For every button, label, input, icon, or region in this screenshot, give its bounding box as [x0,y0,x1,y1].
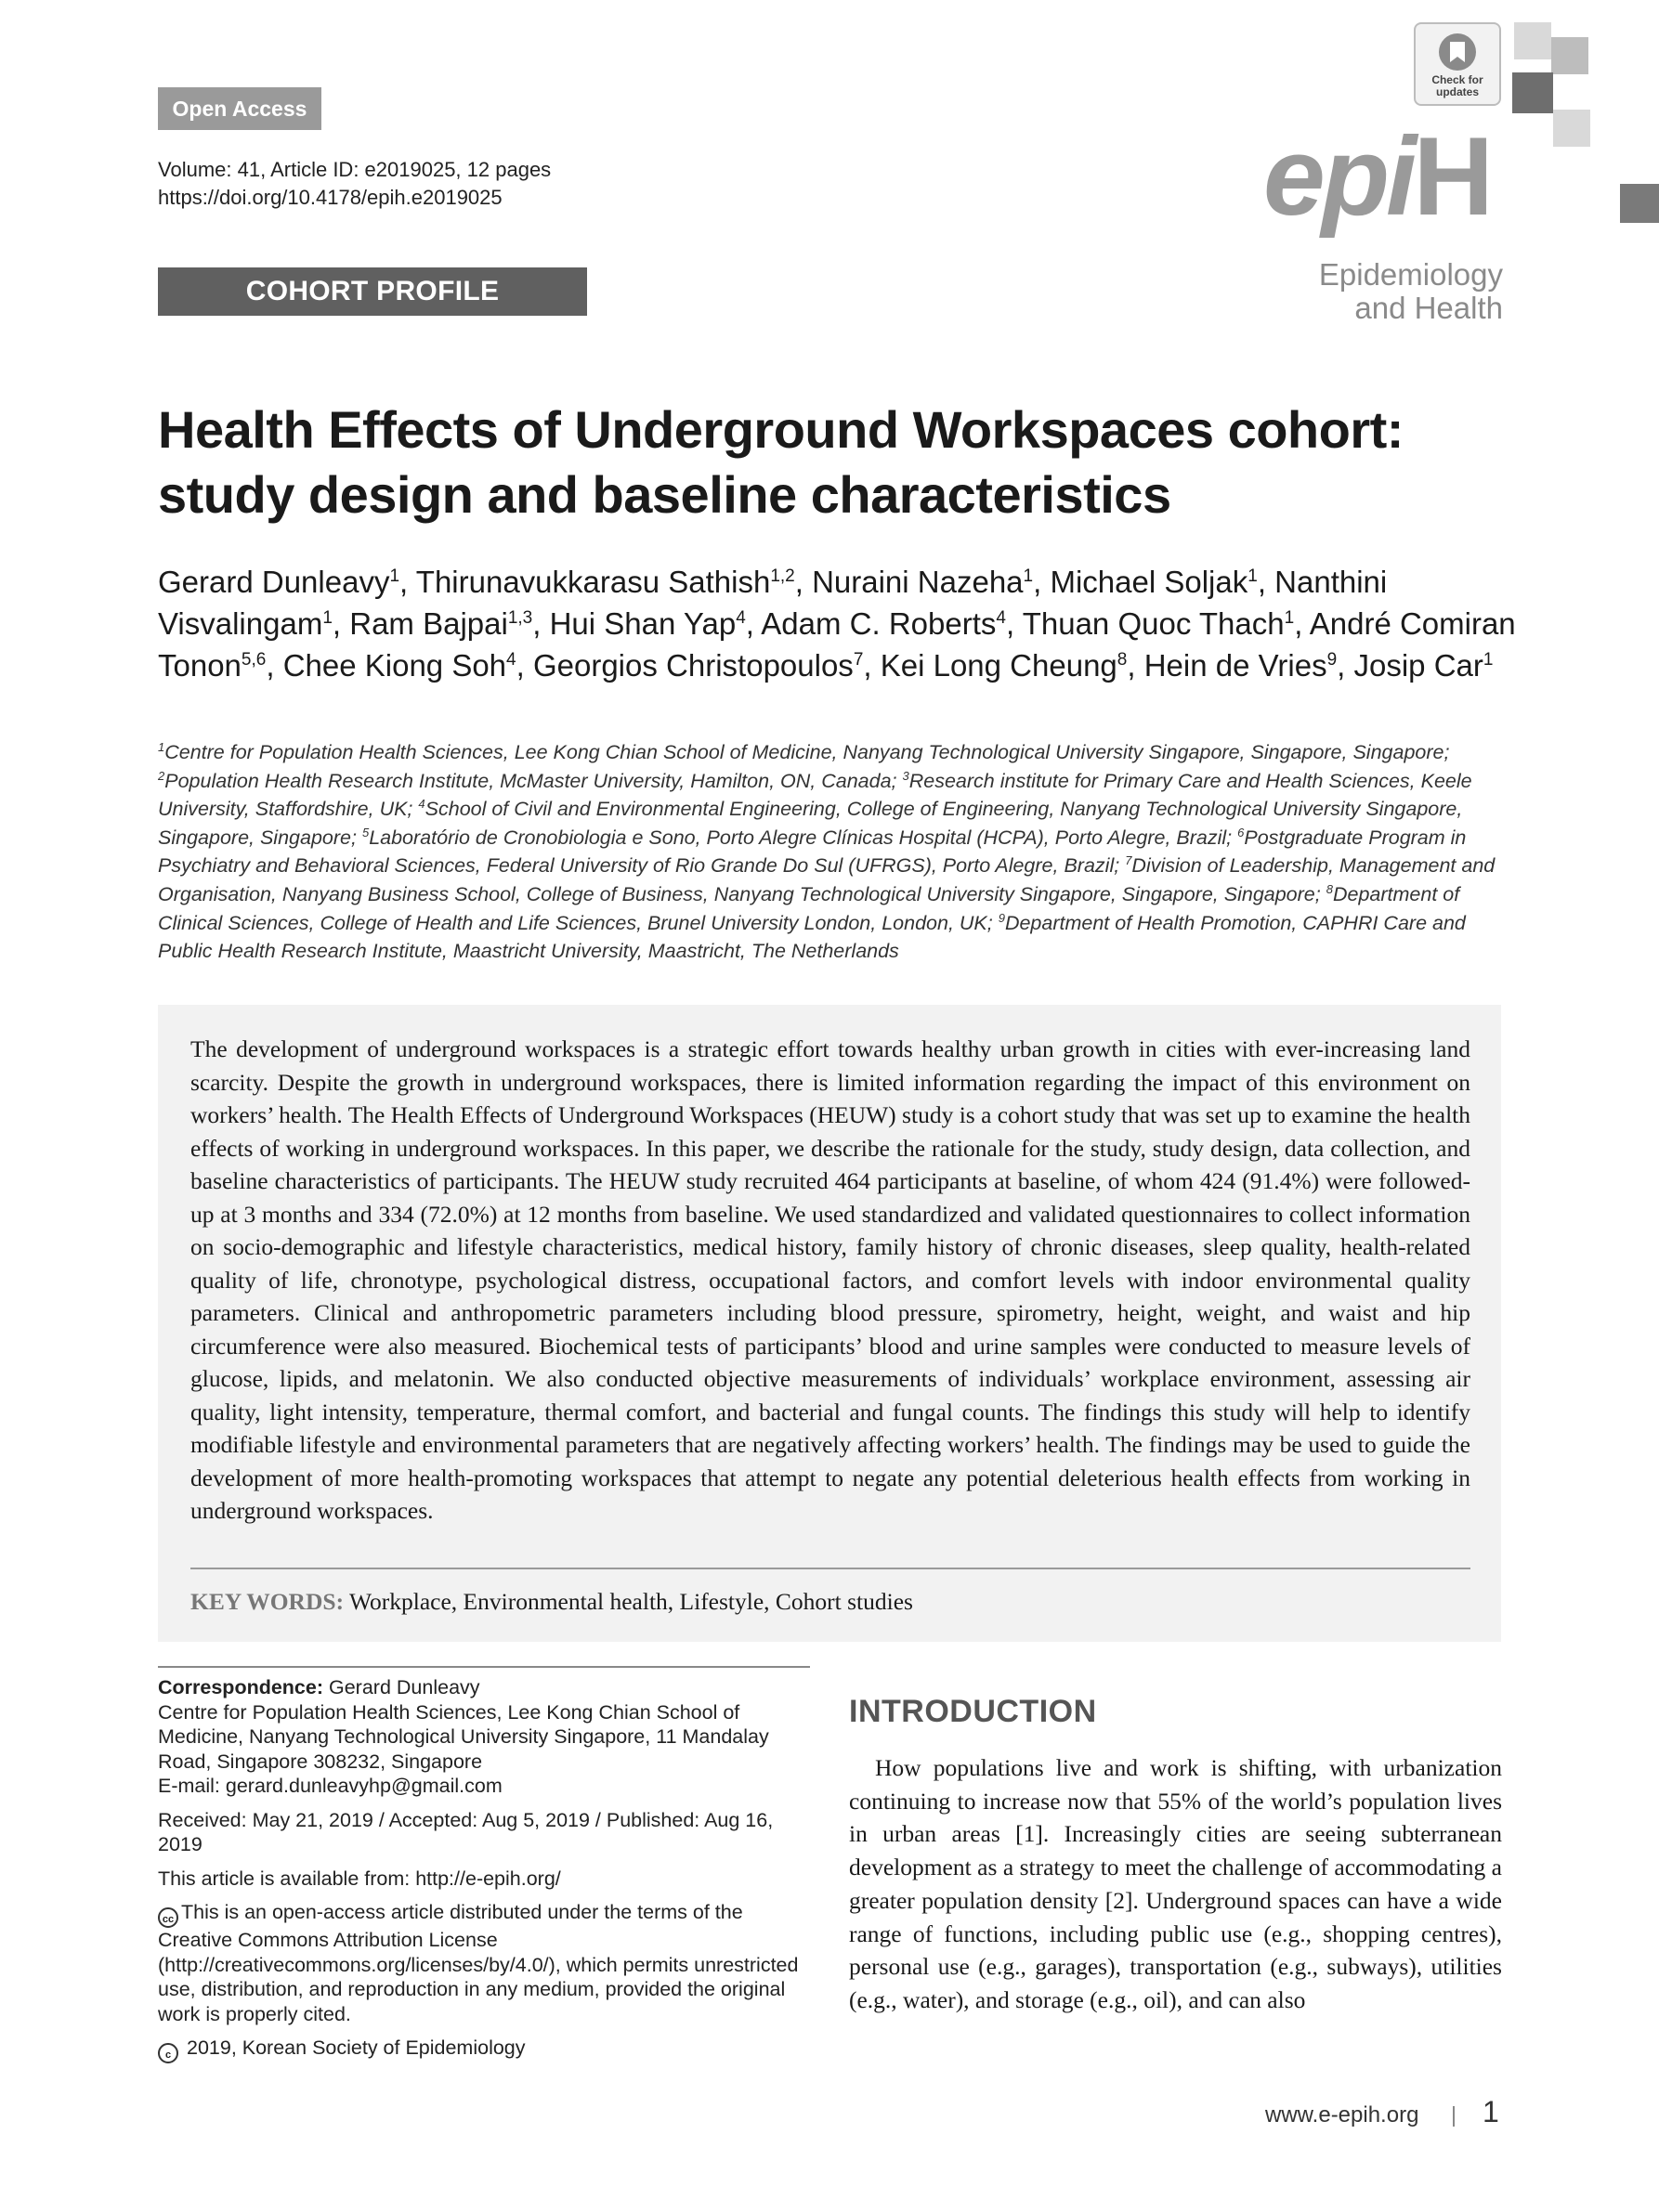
abstract-text: The development of underground workspaces is a strategic effort towards healthy urban growth in cities with ever-increasing land scarcity. Despite the growth in underground workspaces, there is limited information regarding the impact of this environment on workers’ health. The Health Effects of Underground Workspaces (HEUW) study is a cohort study that was set up to examine the health effects of working in underground workspaces. In this paper, we describe the rationale for the study, study design, data collection, and baseline characteristics of participants. The HEUW study recruited 464 participants at baseline, of whom 424 (91.4%) were followed-up at 3 months and 334 (72.0%) at 12 months from baseline. We used standardized and validated questionnaires to collect information on socio-demographic and lifestyle characteristics, medical history, family history of chronic diseases, sleep quality, health-related quality of life, chronotype, psychological distress, occupational factors, and comfort levels with indoor environmental quality parameters. Clinical and anthropometric parameters including blood pressure, spirometry, height, weight, and waist and hip circumference were also measured. Biochemical tests of participants’ blood and urine samples were conducted to measure levels of glucose, lipids, and melatonin. We also conducted objective measurements of individuals’ workplace environment, assessing air quality, light intensity, temperature, thermal comfort, and bacterial and fungal counts. The findings this study will help to identify modifiable lifestyle and environmental parameters that are negatively affecting workers’ health. The findings may be used to guide the development of more health-promoting workspaces that attempt to negate any potential deleterious health effects from working in underground workspaces. [190,1035,1470,1524]
affiliation-number: 9 [998,910,1005,925]
divider [190,1568,1470,1569]
affiliation-text: Population Health Research Institute, McMaster University, Hamilton, ON, Canada; [164,769,897,792]
logo-decor-square [1551,37,1588,74]
affiliation-number: 3 [902,768,909,783]
keywords-label: KEY WORDS: [190,1588,345,1615]
divider [158,1666,810,1668]
logo-decor-square [1512,72,1553,113]
correspondence-email[interactable]: E-mail: gerard.dunleavyhp@gmail.com [158,1775,503,1797]
author-affiliation-ref: 8 [1117,650,1128,670]
author-name: Ram Bajpai [349,606,508,641]
keywords-list: Workplace, Environmental health, Lifestyle, Cohort studies [349,1588,913,1615]
author-affiliation-ref: 5,6 [241,650,267,670]
check-for-updates-badge[interactable] [1414,22,1501,106]
affiliation-number: 4 [418,797,425,812]
affiliation-number: 6 [1237,825,1245,839]
affiliation-number: 1 [158,739,165,754]
author-affiliation-ref: 4 [506,650,516,670]
article-title: Health Effects of Underground Workspaces cohort: study design and baseline characteristics [158,400,1404,524]
article-dates: Received: May 21, 2019 / Accepted: Aug 5, 2019 / Published: Aug 16, 2019 [158,1808,774,1855]
affiliation-text: Laboratório de Cronobiologia e Sono, Porto Alegre Clínicas Hospital (HCPA), Porto Alegre, Brazil; [369,826,1233,849]
article-type-banner: COHORT PROFILE [158,267,587,316]
author-name: Thirunavukkarasu Sathish [415,565,771,599]
author-name: Thuan Quoc Thach [1022,606,1285,641]
license-note: cc This is an open-access article distributed under the terms of the Creative Commons Attribution License (http://creativecommons.org/licenses/by/4.0/), which permits unrestricted use, distribution, and reproduction in any medium, provided the original work is properly cited. [158,1901,799,2025]
author-name: Michael Soljak [1050,565,1248,599]
author-affiliation-ref: 4 [996,608,1006,628]
footer-separator [1453,2106,1455,2127]
bookmark-icon [1439,33,1476,71]
author-name: Kei Long Cheung [880,648,1117,683]
author-name: Gerard Dunleavy [158,565,390,599]
author-affiliation-ref: 1,2 [770,566,795,586]
author-affiliation-ref: 1,3 [507,608,533,628]
author-name: Hein de Vries [1143,648,1327,683]
affiliation-text: Division of Leadership, Management and Organisation, Nanyang Business School, College of Business, Nanyang Technological University Singapore, Singapore, Singapore; [158,854,1496,905]
affiliation-text: Centre for Population Health Sciences, Lee Kong Chian School of Medicine, Nanyang Technological University Singapore, Singapore, Singapore; [164,741,1450,763]
author-name: Nanthini Visvalingam [158,565,1388,641]
footer-url[interactable]: www.e-epih.org [1265,2102,1419,2127]
correspondence-name: Gerard Dunleavy [329,1676,480,1698]
introduction-text: How populations live and work is shifting, with urbanization continuing to increase now that 55% of the world’s population lives in urban areas [1]. Increasingly cities are seeing subterranean development as a strategy to meet the challenge of accommodating a greater population density [2]. Underground spaces can have a wide range of functions, including public use (e.g., shopping centres), personal use (e.g., garages), transportation (e.g., subways), utilities (e.g., water), and storage (e.g., oil), and can also [849,1754,1502,2013]
availability-note: This article is available from: http://e-epih.org/ [158,1867,561,1890]
author-affiliation-ref: 1 [1483,650,1494,670]
affiliation-number: 8 [1326,881,1333,896]
author-name: André Comiran Tonon [158,606,1516,683]
logo-decor-square [1620,184,1659,223]
author-affiliation-ref: 1 [1248,566,1258,586]
author-name: Chee Kiong Soh [282,648,507,683]
logo-decor-square [1553,110,1590,147]
author-affiliation-ref: 1 [389,566,400,586]
correspondence-label: Correspondence: [158,1676,324,1698]
author-affiliation-ref: 1 [1023,566,1034,586]
affiliation-text: Research institute for Primary Care and Health Sciences, Keele University, Staffordshire, UK; [158,769,1472,821]
affiliation-number: 2 [158,768,165,783]
check-updates-label: Check for updates [1431,73,1483,98]
affiliation-number: 7 [1125,853,1132,868]
affiliation-number: 5 [361,825,370,839]
affiliation-text: Postgraduate Program in Psychiatry and Behavioral Sciences, Federal University of Rio Grande Do Sul (UFRGS), Porto Alegre, Brazil; [158,826,1467,878]
author-affiliation-ref: 7 [853,650,864,670]
author-affiliation-ref: 4 [736,608,746,628]
creative-commons-icon: cc [158,1907,178,1928]
correspondence-address: Centre for Population Health Sciences, Lee Kong Chian School of Medicine, Nanyang Technological University Singapore, 11 Mandalay Road, Singapore 308232, Singapore [158,1700,769,1773]
volume-line: Volume: 41, Article ID: e2019025, 12 pages [158,158,552,181]
keywords [190,1586,913,1618]
affiliation-text: Department of Clinical Sciences, College of Health and Life Sciences, Brunel University London, London, UK; [158,882,1460,934]
author-affiliation-ref: 1 [1284,608,1295,628]
section-heading-introduction: INTRODUCTION [849,1694,1097,1729]
correspondence-block [158,1675,810,2063]
journal-logo: epiH [1263,114,1491,239]
journal-name: Epidemiology and Health [1318,257,1503,325]
open-access-badge: Open Access [158,87,321,130]
author-name: Georgios Christopoulos [532,648,854,683]
author-name: Adam C. Roberts [761,606,997,641]
author-name: Josip Car [1353,648,1483,683]
doi-link[interactable]: https://doi.org/10.4178/epih.e2019025 [158,186,503,209]
author-name: Hui Shan Yap [549,606,737,641]
author-affiliation-ref: 1 [322,608,333,628]
citation-info [158,156,551,212]
author-list: Gerard Dunleavy$^1$, Thirunavukkarasu Sathish$^{1,2}$, Nuraini Nazeha$^1$, Michael Soljak$^1$, Nanthini Visvalingam$^1$, Ram Bajpai$^{1,3}$, Hui Shan Yap$^4$, Adam C. Roberts$^4$, Thuan Quoc Thach$^1$, André Comiran Tonon$^{5,6}$, Chee Kiong Soh$^4$, Georgios Christopoulos$^7$, Kei Long Cheung$^8$, Hein de Vries$^9$, Josip Car$^1$ [158,565,1516,683]
affiliation-list [158,738,1505,966]
author-affiliation-ref: 9 [1326,650,1338,670]
logo-decor-square [1514,22,1551,59]
copyright-note: c 2019, Korean Society of Epidemiology [158,2036,810,2063]
copyright-icon: c [158,2043,178,2063]
page-number: 1 [1483,2095,1499,2128]
affiliation-text: School of Civil and Environmental Engineering, College of Engineering, Nanyang Technological University Singapore, Singapore, Singapore; [158,798,1463,849]
author-name: Nuraini Nazeha [812,565,1024,599]
affiliation-text: Department of Health Promotion, CAPHRI Care and Public Health Research Institute, Maastricht University, Maastricht, The Netherlands [158,911,1466,963]
